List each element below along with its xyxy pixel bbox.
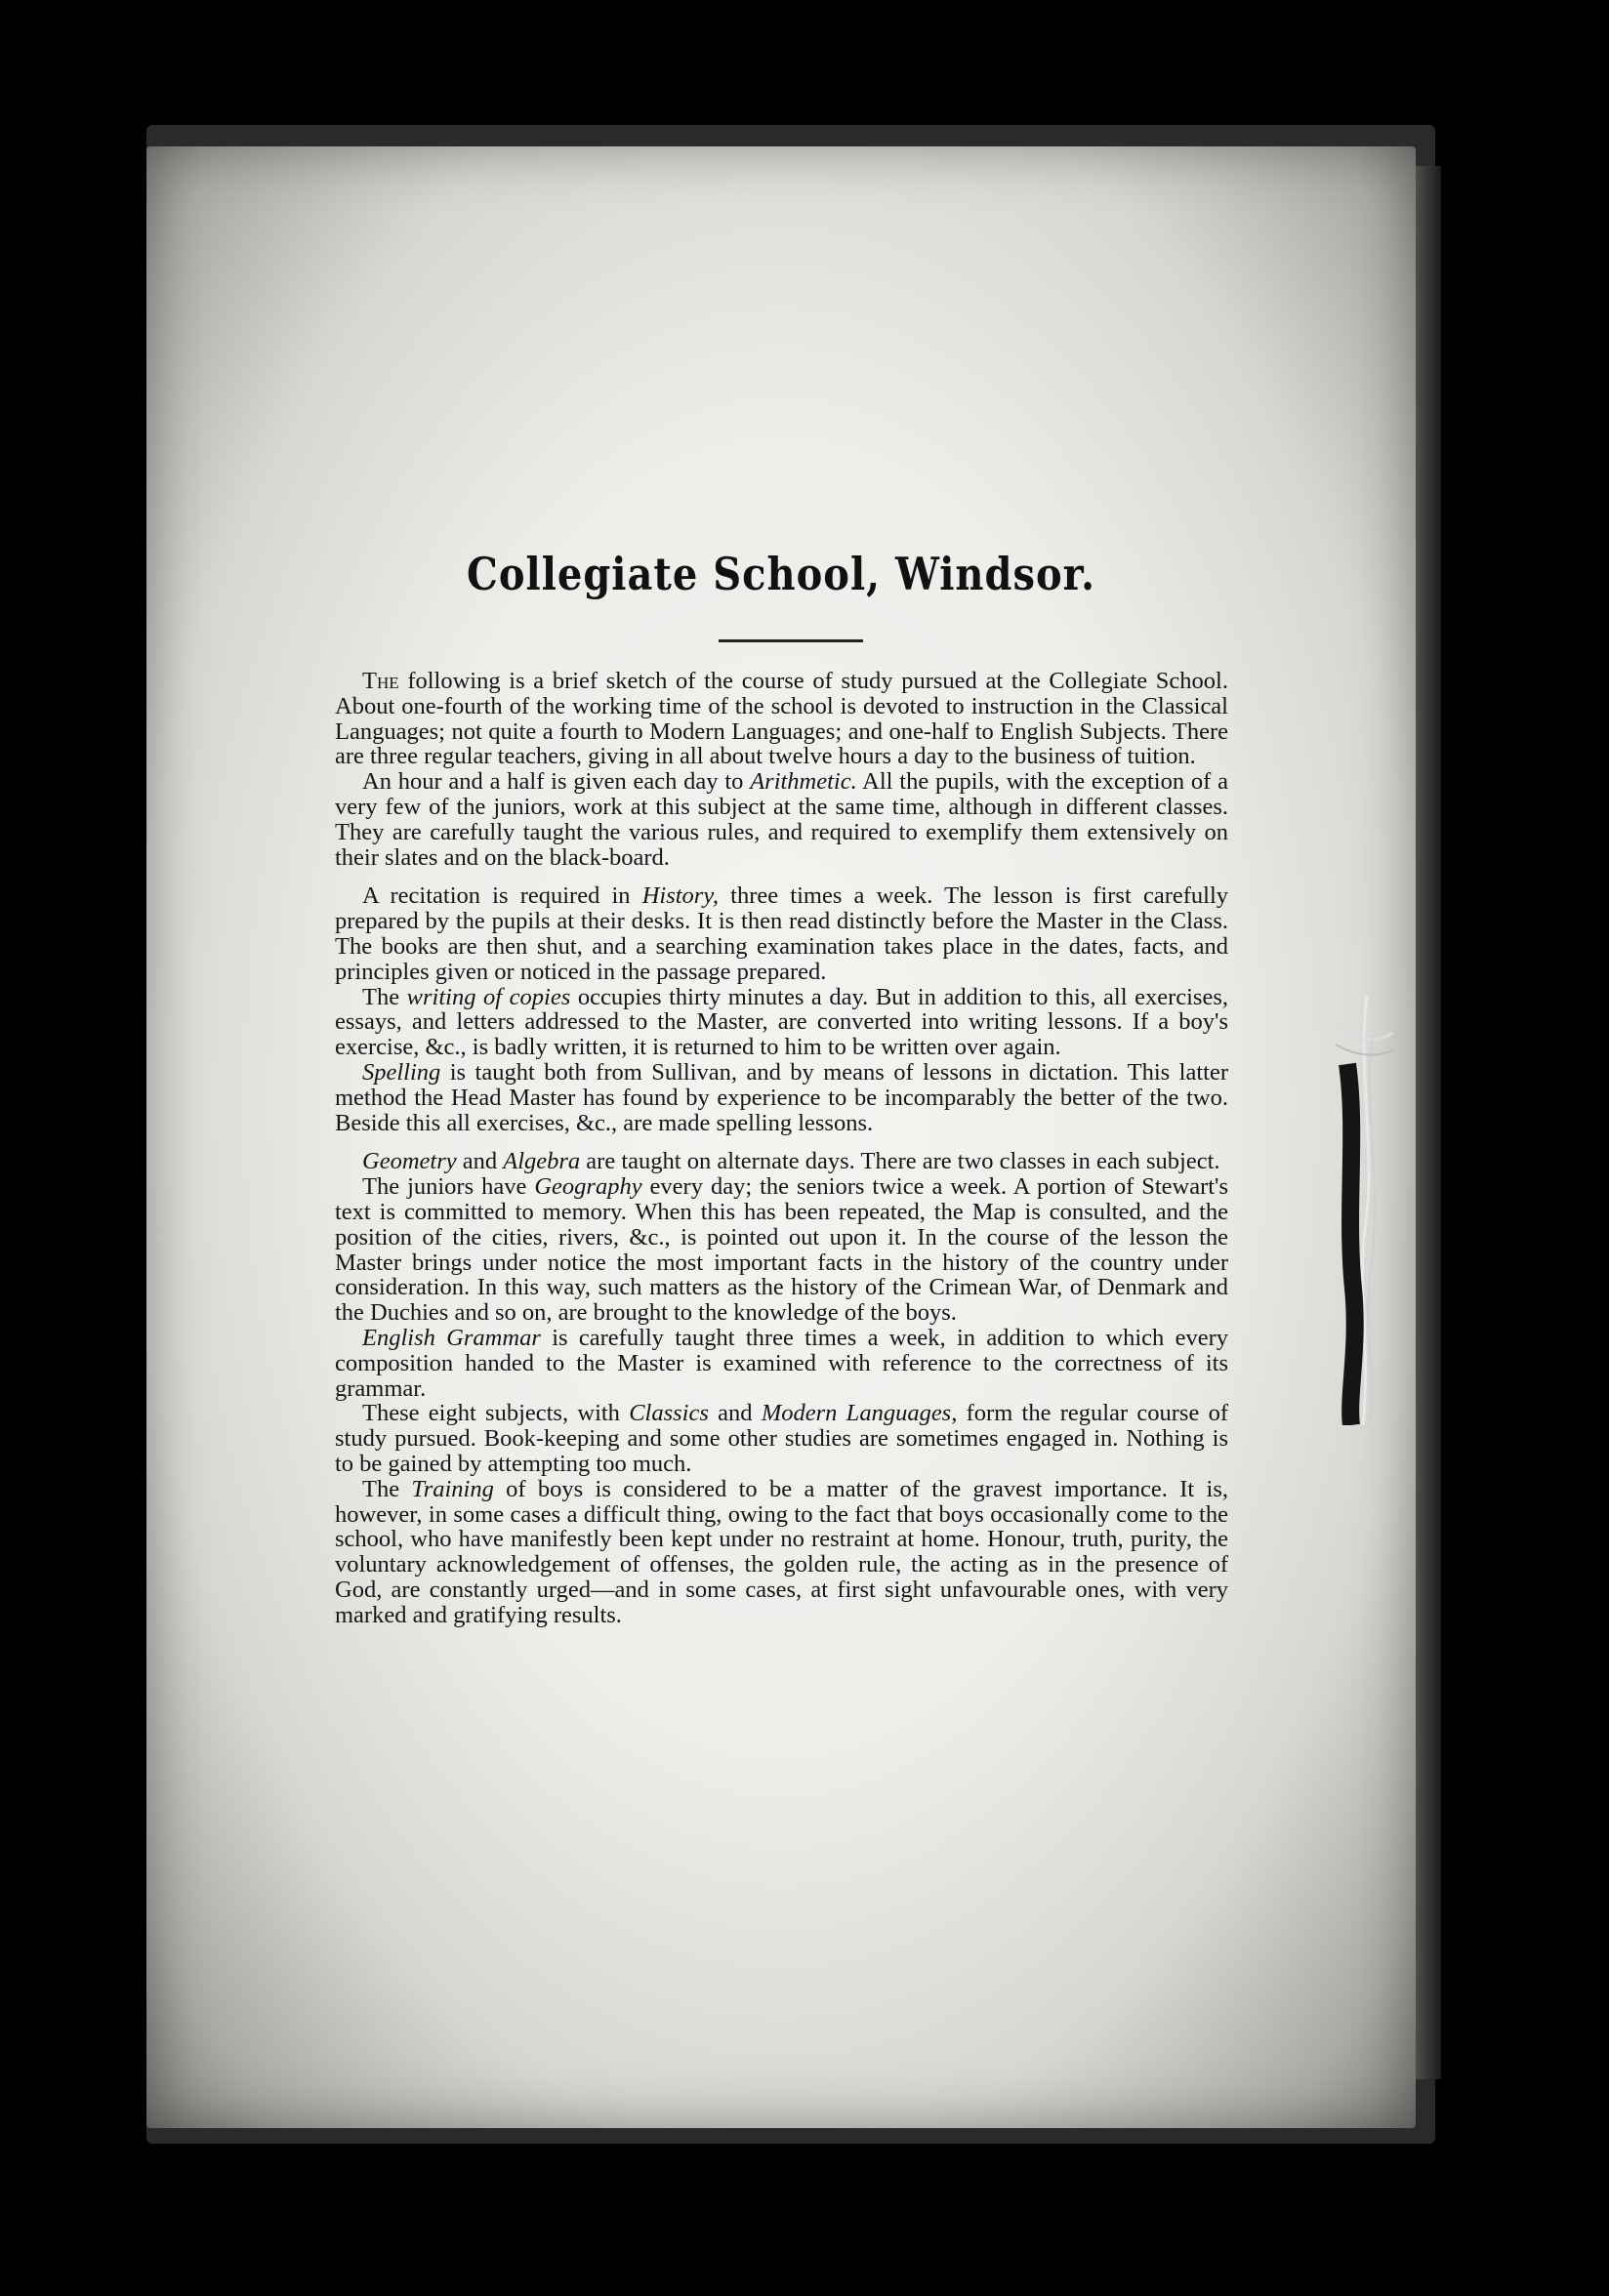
- italic-term: Algebra: [503, 1148, 581, 1175]
- text-run: and: [456, 1148, 504, 1175]
- paragraph: [335, 769, 1228, 870]
- italic-term: Modern Languages,: [761, 1400, 958, 1427]
- paragraph: [335, 1477, 1228, 1628]
- italic-term: Geography: [534, 1173, 642, 1201]
- paragraph: [335, 1149, 1228, 1174]
- paragraph: [335, 1401, 1228, 1476]
- text-run: An hour and a half is given each day to: [362, 768, 751, 796]
- italic-term: writing of copies: [406, 983, 571, 1010]
- text-run: three times a week. The lesson is first carefully prepared by the pupils at their desks. It is then read distinctly before the Master in the Class. The books are then shut, and a searching examination takes place in the dates, facts, and principles given or noticed in the passage prepared.: [335, 882, 1228, 985]
- italic-term: Spelling: [362, 1058, 441, 1086]
- page-title: Collegiate School, Windsor.: [466, 548, 1095, 601]
- binding-thread-image: [1328, 996, 1396, 1425]
- paragraph-lead-word: The: [362, 668, 399, 694]
- text-run: The: [362, 983, 407, 1010]
- italic-term: Training: [411, 1475, 494, 1502]
- italic-term: History,: [641, 882, 719, 910]
- text-run: is taught both from Sullivan, and by means of lessons in dictation. This latter method the Head Master has found by experience to be incomparably the better of the two. Beside this all exercises, &c., are made spelling lessons.: [335, 1058, 1228, 1136]
- italic-term: Arithmetic.: [750, 768, 857, 796]
- text-run: are taught on alternate days. There are two classes in each subject.: [580, 1148, 1220, 1175]
- paragraph: [335, 669, 1228, 769]
- italic-term: English Grammar: [362, 1324, 541, 1351]
- text-run: following is a brief sketch of the course of study pursued at the Collegiate School. About one-fourth of the working time of the school is devoted to instruction in the Classical Languages; not quite a fourth to Modern Languages; and one-half to English Subjects. There are three regular teachers, giving in all about twelve hours a day to the business of tuition.: [335, 668, 1228, 770]
- text-run: These eight subjects, with: [362, 1400, 630, 1427]
- text-run: The juniors have: [362, 1173, 535, 1201]
- text-run: every day; the seniors twice a week. A portion of Stewart's text is committed to memory. When this has been repeated, the Map is consulted, and the position of the cities, rivers, &c., is pointed out upon it. In the course of the lesson the Master brings under notice the most important facts in the history of the country under consideration. In this way, such matters as the history of the Crimean War, of Denmark and the Duchies and so on, are brought to the knowledge of the boys.: [335, 1173, 1228, 1327]
- paragraph: [335, 1174, 1228, 1326]
- italic-term: Classics: [629, 1400, 709, 1427]
- text-run: occupies thirty minutes a day. But in addition to this, all exercises, essays, and letters addressed to the Master, are converted into writing lessons. If a boy's exercise, &c., is badly written, it is returned to him to be written over again.: [335, 983, 1228, 1061]
- text-run: All the pupils, with the exception of a very few of the juniors, work at this subject at the same time, although in different classes. They are carefully taught the various rules, and required to exemplify them extensively on their slates and on the black-board.: [335, 768, 1228, 871]
- text-run: of boys is considered to be a matter of the gravest importance. It is, however, in some cases a difficult thing, owing to the fact that boys occasionally come to the school, who have manifestly been kept under no restraint at home. Honour, truth, purity, the voluntary acknowledgement of offenses, the golden rule, the acting as in the presence of God, are constantly urged—and in some cases, at first sight unfavourable ones, with very marked and gratifying results.: [335, 1475, 1229, 1628]
- text-run: is carefully taught three times a week, in addition to which every composition handed to the Master is examined with reference to the correctness of its grammar.: [335, 1324, 1228, 1402]
- body-text: [335, 669, 1228, 1627]
- paragraph: [335, 985, 1228, 1060]
- text-run: and: [708, 1400, 762, 1427]
- text-run: form the regular course of study pursued. Book-keeping and some other studies are sometimes engaged in. Nothing is to be gained by attempting too much.: [335, 1400, 1229, 1477]
- paragraph: [335, 1060, 1228, 1135]
- title-divider: [719, 639, 863, 642]
- text-run: A recitation is required in: [362, 882, 642, 910]
- italic-term: Geometry: [362, 1148, 457, 1175]
- text-run: The: [362, 1475, 412, 1502]
- paragraph: [335, 883, 1228, 984]
- paragraph: [335, 1326, 1228, 1401]
